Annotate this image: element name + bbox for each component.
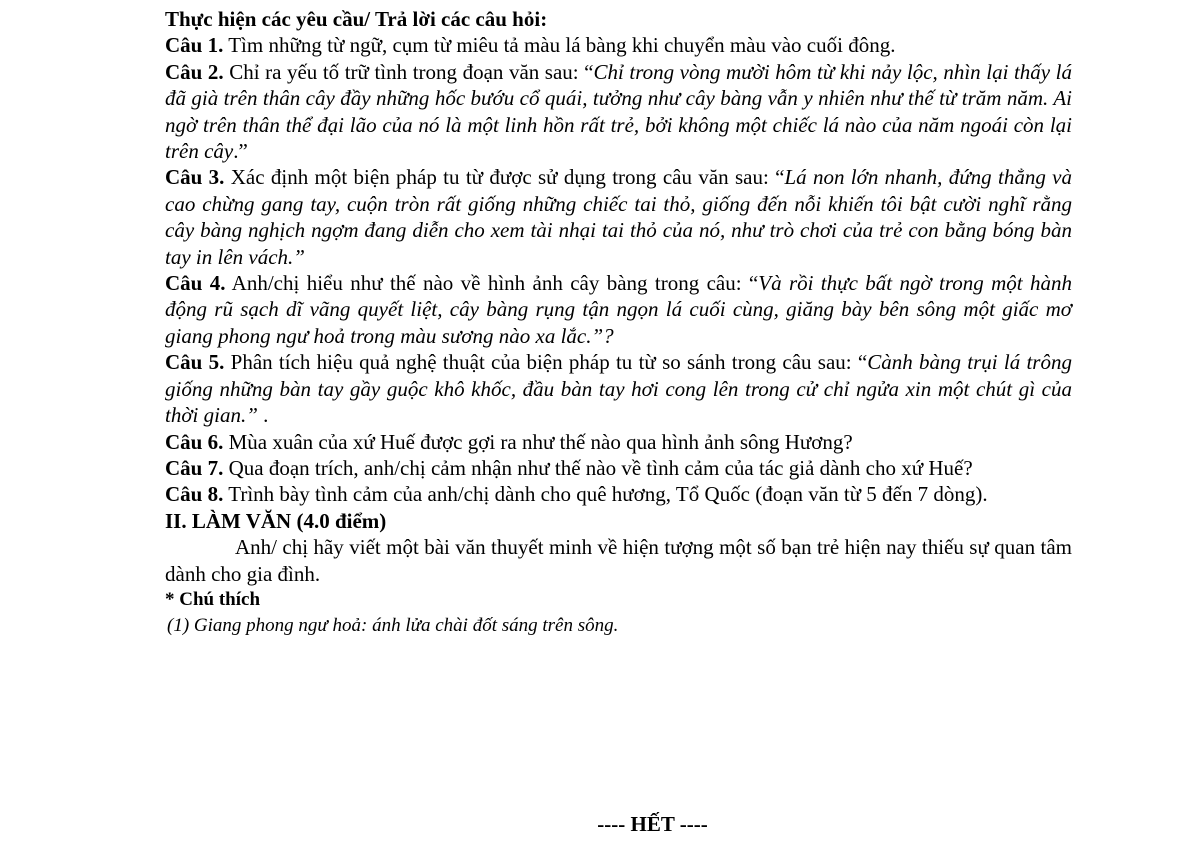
question-5: [165, 349, 1072, 428]
question-label: Câu 5.: [165, 350, 225, 375]
question-after: .: [257, 403, 269, 428]
question-label: Câu 6.: [165, 429, 224, 454]
question-quote: Cành bàng trụi lá trông giống những bàn tay gầy guộc khô khốc, đầu bàn tay hơi cong lên trong cử chỉ ngửa xin một chút gì của thời gian.”: [165, 350, 1072, 428]
document-body: [165, 6, 1072, 639]
question-after: .”: [233, 139, 248, 164]
question-quote: Chỉ trong vòng mười hôm từ khi nảy lộc, nhìn lại thấy lá đã già trên thân cây đầy những hốc bướu cổ quái, tưởng như cây bàng vẫn y nhiên như thế từ trăm năm. Ai ngờ trên thân thể đại lão của nó là một linh hồn rất trẻ, bởi không một chiếc lá nào của năm ngoái còn lại trên cây: [165, 59, 1072, 164]
question-6: [165, 429, 1072, 455]
question-text: Tìm những từ ngữ, cụm từ miêu tả màu lá bàng khi chuyển màu vào cuối đông.: [223, 33, 896, 58]
question-4: [165, 270, 1072, 349]
question-label: Câu 2.: [165, 59, 224, 84]
question-text: Trình bày tình cảm của anh/chị dành cho quê hương, Tổ Quốc (đoạn văn từ 5 đến 7 dòng).: [223, 482, 988, 507]
question-text: Chỉ ra yếu tố trữ tình trong đoạn văn sau: “: [223, 59, 594, 84]
question-1: [165, 32, 1072, 58]
question-text: Xác định một biện pháp tu từ được sử dụng trong câu văn sau: “: [224, 165, 785, 190]
question-2: [165, 59, 1072, 165]
end-mark: ---- HẾT ----: [597, 812, 708, 836]
note-title: * Chú thích: [165, 588, 261, 610]
instructions-heading: Thực hiện các yêu cầu/ Trả lời các câu hỏi:: [165, 7, 548, 31]
section-2-title: II. LÀM VĂN (4.0 điểm): [165, 508, 387, 533]
question-7: [165, 455, 1072, 481]
question-text: Mùa xuân của xứ Huế được gợi ra như thế nào qua hình ảnh sông Hương?: [223, 429, 853, 454]
question-8: [165, 481, 1072, 507]
question-3: [165, 164, 1072, 270]
question-label: Câu 3.: [165, 165, 225, 190]
question-text: Phân tích hiệu quả nghệ thuật của biện pháp tu từ so sánh trong câu sau: “: [224, 350, 868, 375]
section-2-body: Anh/ chị hãy viết một bài văn thuyết minh về hiện tượng một số bạn trẻ hiện nay thiếu sự quan tâm dành cho gia đình.: [165, 535, 1072, 586]
note-body: (1) Giang phong ngư hoả: ánh lửa chài đốt sáng trên sông.: [167, 614, 619, 636]
question-text: Qua đoạn trích, anh/chị cảm nhận như thế nào về tình cảm của tác giả dành cho xứ Huế?: [223, 455, 973, 480]
question-quote: Và rồi thực bất ngờ trong một hành động rũ sạch dĩ vãng quyết liệt, cây bàng rụng tận ngọn lá cuối cùng, giăng bày bên sông một giấc mơ giang phong ngư hoả trong màu sương nào xa lắc.”?: [165, 271, 1072, 348]
question-label: Câu 1.: [165, 33, 224, 58]
question-label: Câu 4.: [165, 271, 226, 296]
question-quote: Lá non lớn nhanh, đứng thẳng và cao chừng gang tay, cuộn tròn rất giống những chiếc tai thỏ, giống đến nỗi khiến tôi bật cười nghĩ rằng cây bàng nghịch ngợm đang diễn cho xem tài nhại tai thỏ của nó, như trò chơi của trẻ con bằng bóng bàn tay in lên vách.”: [165, 165, 1072, 269]
question-label: Câu 7.: [165, 455, 224, 480]
question-text: Anh/chị hiểu như thế nào về hình ảnh cây bàng trong câu: “: [225, 271, 759, 296]
question-label: Câu 8.: [165, 482, 224, 507]
